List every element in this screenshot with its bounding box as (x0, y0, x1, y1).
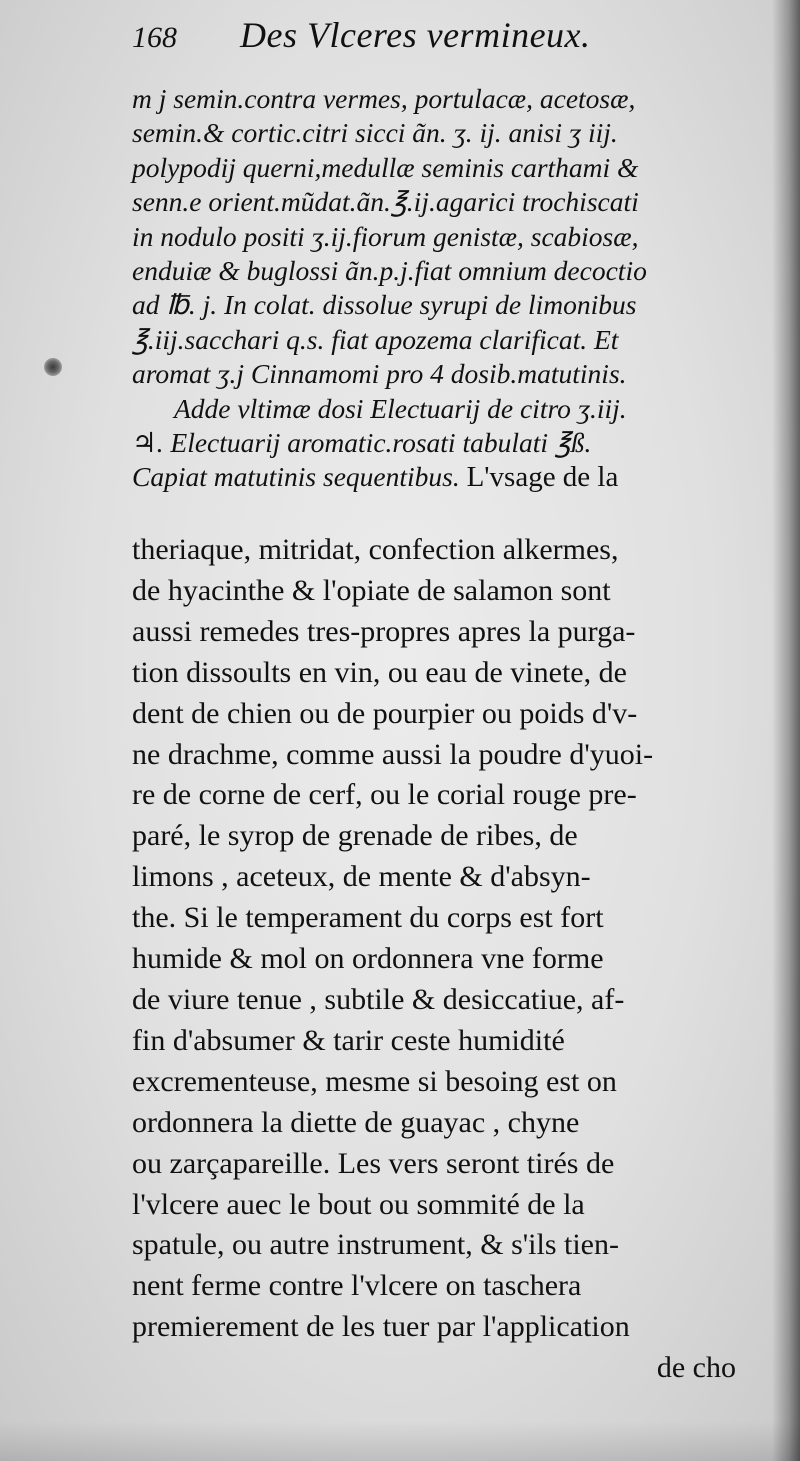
body-line: fin d'absumer & tarir ceste humidité (132, 1023, 565, 1057)
body-line: spatule, ou autre instrument, & s'ils tien- (132, 1228, 619, 1262)
recipe-line: ℥.iij.sacchari q.s. fiat apozema clarificat. Et (132, 323, 619, 355)
body-line: de hyacinthe & l'opiate de salamon sont (132, 573, 611, 607)
recipe-line: ♃. Electuarij aromatic.rosati tabulati ℥ß. (132, 427, 592, 459)
recipe-line: semin.& cortic.citri sicci ãn. ʒ. ij. anisi ʒ iij. (132, 117, 618, 149)
body-line: de viure tenue , subtile & desiccatiue, af- (132, 982, 625, 1016)
page-header (132, 14, 772, 76)
body-text (132, 530, 772, 1389)
body-line: aussi remedes tres-propres apres la purga- (132, 614, 636, 648)
body-line: humide & mol on ordonnera vne forme (132, 942, 604, 976)
body-line: l'vlcere auec le bout ou sommité de la (132, 1187, 585, 1221)
recipe-line: in nodulo positi ʒ.ij.fiorum genistæ, scabiosæ, (132, 220, 639, 252)
body-line-start: L'vsage de la (466, 461, 619, 494)
recipe-line: Adde vltimæ dosi Electuarij de citro ʒ.iij. (174, 392, 627, 424)
body-line: tion dissoults en vin, ou eau de vinete, de (132, 655, 627, 689)
body-line: paré, le syrop de grenade de ribes, de (132, 819, 578, 853)
body-line: limons , aceteux, de mente & d'absyn- (132, 860, 591, 894)
recipe-line: enduiæ & buglossi ãn.p.j.fiat omnium decoctio (132, 255, 647, 287)
body-line: dent de chien ou de pourpier ou poids d'v- (132, 696, 638, 730)
body-line: premierement de les tuer par l'application (132, 1310, 630, 1344)
recipe-line-mixed (132, 460, 772, 494)
body-line: ou zarçapareille. Les vers seront tirés de (132, 1146, 615, 1180)
recipe-line: senn.e orient.mũdat.ãn.℥.ij.agarici trochiscati (132, 186, 639, 218)
body-line: the. Si le temperament du corps est fort (132, 901, 604, 935)
recipe-line: aromat ʒ.j Cinnamomi pro 4 dosib.matutinis. (132, 358, 627, 390)
recipe-line: ad ℔. j. In colat. dissolue syrupi de limonibus (132, 289, 637, 321)
recipe-line-italic: Capiat matutinis sequentibus. (132, 461, 460, 493)
recipe-line: polypodij querni,medullæ seminis carthami & (132, 151, 639, 183)
ink-smudge (44, 358, 62, 376)
body-line: excrementeuse, mesme si besoing est on (132, 1064, 617, 1098)
body-line: theriaque, mitridat, confection alkermes, (132, 533, 619, 566)
body-line: ordonnera la diette de guayac , chyne (132, 1105, 580, 1139)
page-bottom-shadow (0, 1421, 800, 1461)
recipe-line: m j semin.contra vermes, portulacæ, acetosæ, (132, 83, 636, 114)
body-line: nent ferme contre l'vlcere on taschera (132, 1269, 582, 1303)
recipe-block (132, 82, 772, 495)
running-title: Des Vlceres vermineux. (240, 15, 591, 55)
page-edge-shadow (772, 0, 800, 1461)
body-line: re de corne de cerf, ou le corial rouge pre- (132, 778, 637, 812)
page-number: 168 (132, 21, 177, 54)
catchword: de cho (656, 1351, 736, 1385)
body-line: ne drachme, comme aussi la poudre d'yuoi- (132, 737, 654, 771)
